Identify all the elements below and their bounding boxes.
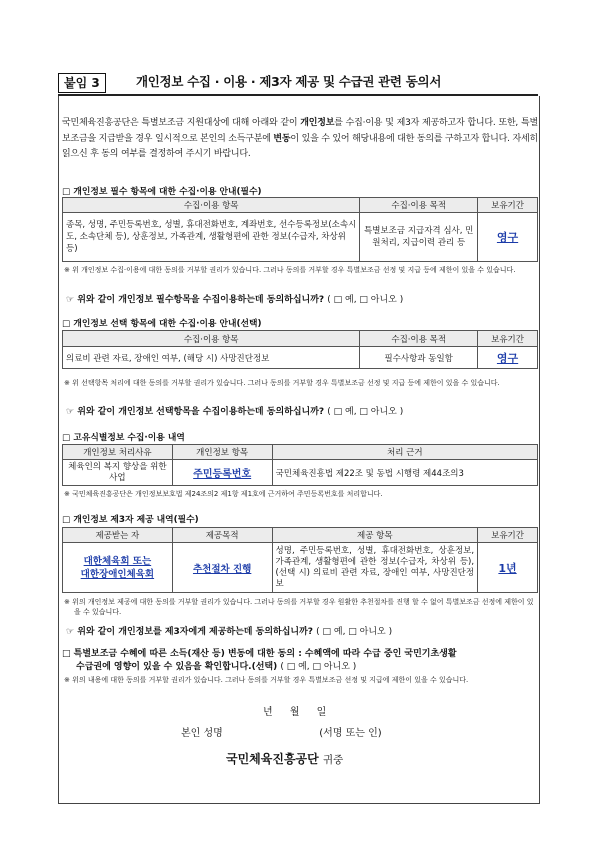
section1-heading: □ 개인정보 필수 항목에 대한 수집·이용 안내(필수) <box>62 187 262 197</box>
section4-purpose-cell <box>172 543 272 593</box>
date-line[interactable]: 년 월 일 <box>263 707 327 718</box>
section2-consent-options[interactable]: ( □ 예, □ 아니오 ) <box>327 407 404 417</box>
section2-purpose-cell: 필수사항과 동일함 <box>360 347 478 369</box>
section5-consent-options[interactable]: ( □ 예, □ 아니오 ) <box>280 662 357 672</box>
section4-recipient-cell <box>63 543 173 593</box>
section4-items-cell: 성명, 주민등록번호, 성별, 휴대전화번호, 상훈정보, 가족관계, 생활형편에 관한 정보(수급자, 차상위 등), (선택 시) 의료비 관련 자료, 장애인 여부, 사망진단정보 <box>272 543 478 593</box>
section1-question: ☞ 위와 같이 개인정보 필수항목을 수집이용하는데 동의하십니까? ( □ 예, □ 아니오 ) <box>66 295 404 305</box>
section3-heading: □ 고유식별정보 수집·이용 내역 <box>62 433 185 443</box>
section1-period-value: 영구 <box>496 231 519 244</box>
section3-col-basis: 처리 근거 <box>272 445 537 460</box>
section1-items-cell: 종목, 성명, 주민등록번호, 성별, 휴대전화번호, 계좌번호, 선수등록정보(소속시도, 소속단체 등), 상훈정보, 가족관계, 생활형편에 관한 정보(수급자, 차상위 등) <box>63 213 360 262</box>
section1-col-items: 수집·이용 항목 <box>63 198 360 213</box>
section2-question: ☞ 위와 같이 개인정보 선택항목을 수집이용하는데 동의하십니까? ( □ 예, □ 아니오 ) <box>66 407 404 417</box>
section1-table <box>62 197 538 262</box>
section2-note: ※ 위 선택항목 처리에 대한 동의를 거부할 권리가 있습니다. 그러나 동의를 거부할 경우 특별보조금 선정 및 지급 등에 제한이 있을 수 있습니다. <box>64 379 500 387</box>
section4-heading: □ 개인정보 제3자 제공 내역(필수) <box>62 515 199 525</box>
section2-period-value: 영구 <box>496 351 519 365</box>
section2-col-items: 수집·이용 항목 <box>63 331 360 347</box>
section3-item-cell <box>172 460 272 486</box>
section4-note: ※ 위의 개인정보 제공에 대한 동의를 거부할 권리가 있습니다. 그러나 동의를 거부할 경우 원활한 추천절차를 진행 할 수 없어 특별보조금 선정에 제한이 있을 수 있습니다. <box>64 598 534 616</box>
section4-recipient-1: 대한체육회 또는 <box>83 555 152 567</box>
signature-hint: (서명 또는 인) <box>319 728 382 739</box>
section2-heading: □ 개인정보 선택 항목에 대한 수집·이용 안내(선택) <box>62 319 262 329</box>
section2-items-cell: 의료비 관련 자료, 장애인 여부, (해당 시) 사망진단정보 <box>63 347 360 369</box>
document-title: 개인정보 수집 · 이용 · 제3자 제공 및 수급권 관련 동의서 <box>136 74 442 89</box>
section3-reason-cell: 체육인의 복지 향상을 위한 사업 <box>63 460 173 486</box>
section2-table <box>62 330 538 369</box>
section3-table <box>62 444 538 486</box>
section4-col-recipient: 제공받는 자 <box>63 528 173 543</box>
section2-period-cell <box>478 347 538 369</box>
section4-consent-options[interactable]: ( □ 예, □ 아니오 ) <box>316 627 393 637</box>
section4-purpose-value: 추천절차 진행 <box>192 563 252 575</box>
section5-note: ※ 위의 내용에 대한 동의를 거부할 권리가 있습니다. 그러나 동의를 거부할 경우 특별보조금 선정 및 지급에 제한이 있을 수 있습니다. <box>64 676 469 684</box>
section4-question: ☞ 위와 같이 개인정보를 제3자에게 제공하는데 동의하십니까? ( □ 예, □ 아니오 ) <box>66 627 393 637</box>
section3-col-reason: 개인정보 처리사유 <box>63 445 173 460</box>
section1-note: ※ 위 개인정보 수집·이용에 대한 동의를 거부할 권리가 있습니다. 그러나 동의를 거부할 경우 특별보조금 선정 및 지급 등에 제한이 있을 수 있습니다. <box>64 266 516 274</box>
section1-period-cell <box>478 213 538 262</box>
section1-consent-options[interactable]: ( □ 예, □ 아니오 ) <box>327 295 404 305</box>
intro-paragraph: 국민체육진흥공단은 특별보조금 지원대상에 대해 아래와 같이 개인정보를 수집·이용 및 제3자 제공하고자 합니다. 또한, 특별보조금을 지급받을 경우 일시적으로 본인의 소득구분에 변동이 있을 수 있어 해당내용에 대한 동의를 구하고자 합니다. 자세히 읽으신 후 동의 여부를 결정하여 주시기 바랍니다. <box>62 118 538 159</box>
section2-col-period: 보유기간 <box>478 331 538 347</box>
section3-note: ※ 국민체육진흥공단은 개인정보보호법 제24조의2 제1항 제1호에 근거하여 주민등록번호를 처리합니다. <box>64 490 383 498</box>
recipient-organization: 국민체육진흥공단 귀중 <box>226 752 344 766</box>
signer-name-label: 본인 성명 <box>181 728 223 739</box>
section4-col-items: 제공 항목 <box>272 528 478 543</box>
document-title-bar <box>58 70 538 96</box>
section4-recipient-2: 대한장애인체육회 <box>80 568 155 580</box>
section3-col-item: 개인정보 항목 <box>172 445 272 460</box>
section5-statement: □ 특별보조금 수혜에 따른 소득(재산 등) 변동에 대한 동의 : 수혜액에 따라 수급 중인 국민기초생활 수급권에 영향이 있을 수 있음을 확인합니다.(선택) ( □ 예, □ 아니오 ) <box>62 649 457 672</box>
attachment-tag: 붙임 3 <box>58 73 106 93</box>
intro-bold-change: 변동 <box>273 133 291 144</box>
section4-col-period: 보유기간 <box>478 528 538 543</box>
section2-col-purpose: 수집·이용 목적 <box>360 331 478 347</box>
section1-col-period: 보유기간 <box>478 198 538 213</box>
section3-item-value: 주민등록번호 <box>193 469 252 480</box>
section3-basis-cell: 국민체육진흥법 제22조 및 동법 시행령 제44조의3 <box>272 460 537 486</box>
section4-period-cell <box>478 543 538 593</box>
section4-period-value: 1년 <box>498 561 517 575</box>
section1-purpose-cell: 특별보조금 지급자격 심사, 민원처리, 지급이력 관리 등 <box>360 213 478 262</box>
signature-line[interactable] <box>181 724 382 739</box>
section4-col-purpose: 제공목적 <box>172 528 272 543</box>
section4-table <box>62 527 538 593</box>
intro-bold-personal-info: 개인정보 <box>300 118 335 128</box>
section1-col-purpose: 수집·이용 목적 <box>360 198 478 213</box>
